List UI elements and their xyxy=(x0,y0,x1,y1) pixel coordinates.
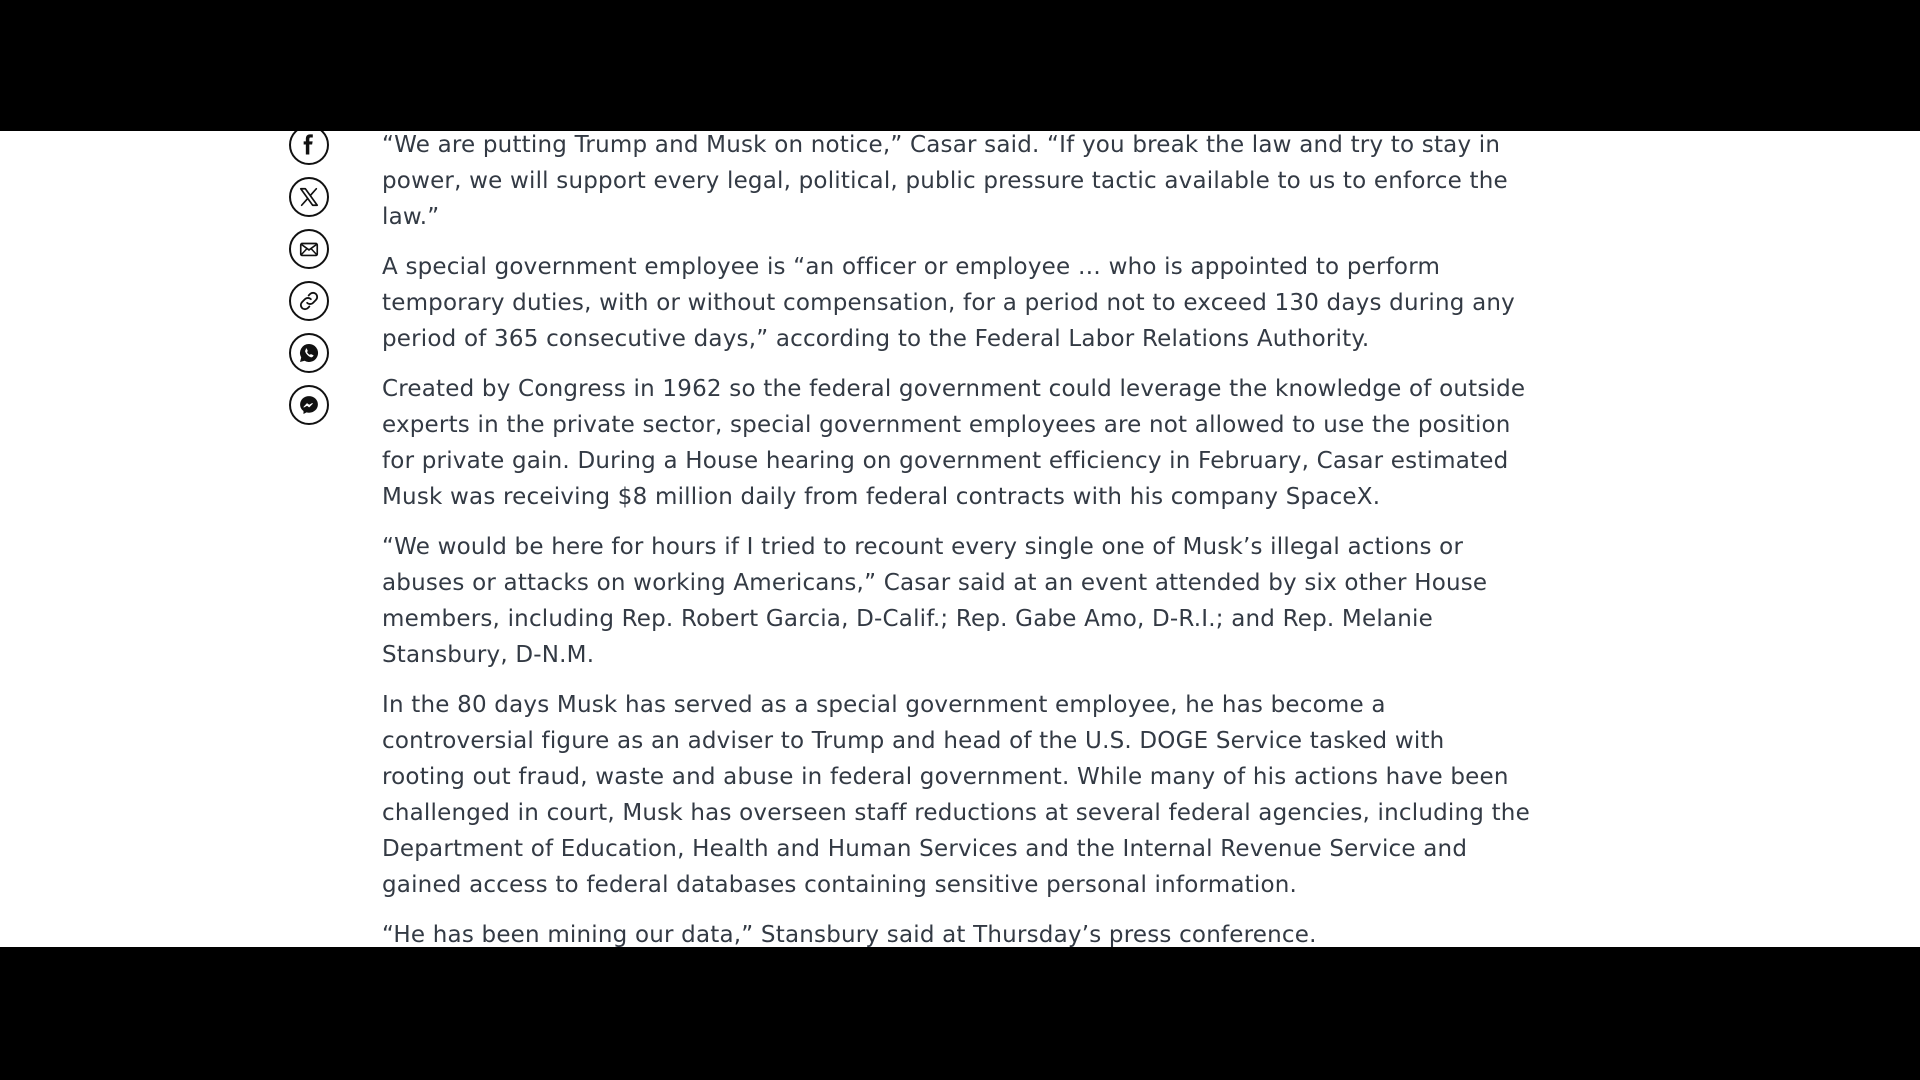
share-messenger-button[interactable] xyxy=(289,385,329,425)
letterbox-bottom xyxy=(0,947,1920,1080)
article-body xyxy=(382,131,1532,947)
share-email-button[interactable] xyxy=(289,229,329,269)
share-facebook-button[interactable] xyxy=(289,131,329,165)
article-paragraph: “He has been mining our data,” Stansbury said at Thursday’s press conference. xyxy=(382,922,1317,947)
share-whatsapp-button[interactable] xyxy=(289,333,329,373)
article-paragraph: In the 80 days Musk has served as a special government employee, he has become a controversial figure as an adviser to Trump and head of the U.S. DOGE Service tasked with rooting out fraud, waste and abuse in federal government. While many of his actions have been challenged in court, Musk has overseen staff reductions at several federal agencies, including the Department of Education, Health and Human Services and the Internal Revenue Service and gained access to federal databases containing sensitive personal information. xyxy=(382,692,1530,898)
article-paragraph: “We would be here for hours if I tried to recount every single one of Musk’s illegal actions or abuses or attacks on working Americans,” Casar said at an event attended by six other House members, including Rep. Robert Garcia, D-Calif.; Rep. Gabe Amo, D-R.I.; and Rep. Melanie Stansbury, D-N.M. xyxy=(382,534,1488,668)
article-viewport xyxy=(0,131,1920,947)
link-icon xyxy=(298,290,320,312)
article-paragraph: “We are putting Trump and Musk on notice,” Casar said. “If you break the law and try to stay in power, we will support every legal, political, public pressure tactic available to us to enforce the law.” xyxy=(382,132,1508,230)
x-icon xyxy=(298,186,320,208)
share-rail xyxy=(289,131,333,425)
messenger-icon xyxy=(298,394,320,416)
email-icon xyxy=(298,238,320,260)
article-paragraph: Created by Congress in 1962 so the federal government could leverage the knowledge of outside experts in the private sector, special government employees are not allowed to use the position for private gain. During a House hearing on government efficiency in February, Casar estimated Musk was receiving $8 million daily from federal contracts with his company SpaceX. xyxy=(382,376,1526,510)
whatsapp-icon xyxy=(298,342,320,364)
letterbox-top xyxy=(0,0,1920,131)
article-paragraph: A special government employee is “an officer or employee … who is appointed to perform temporary duties, with or without compensation, for a period not to exceed 130 days during any period of 365 consecutive days,” according to the Federal Labor Relations Authority. xyxy=(382,254,1515,352)
facebook-icon xyxy=(298,134,320,156)
share-link-button[interactable] xyxy=(289,281,329,321)
share-x-button[interactable] xyxy=(289,177,329,217)
